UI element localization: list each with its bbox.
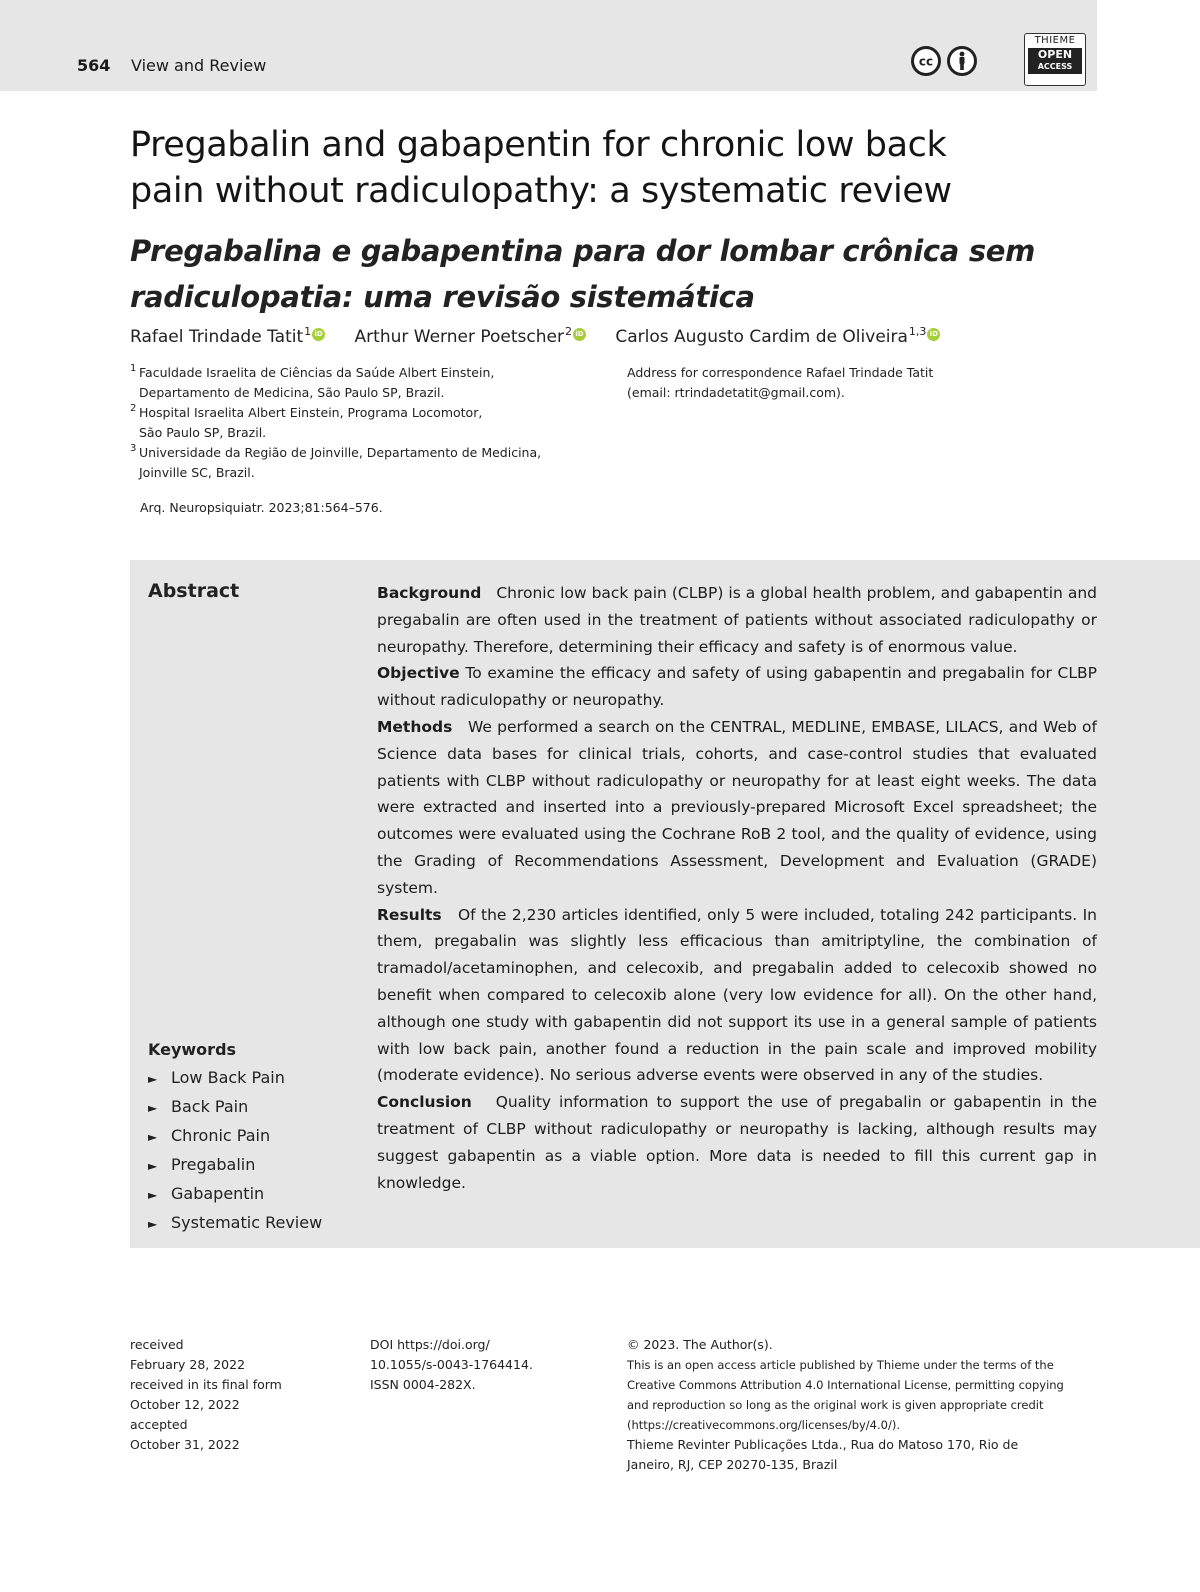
orcid-icon[interactable]: iD [927,328,940,341]
keyword-item[interactable] [148,1209,358,1238]
affiliation-number: 1 [130,363,137,374]
affiliation-line: Departamento de Medicina, São Paulo SP, Brazil. [139,385,445,400]
author-affiliation-ref: 1,3 [908,325,927,338]
correspondence [627,363,1007,403]
author-affiliation-ref: 1 [304,325,312,338]
svg-text:cc: cc [918,54,934,69]
date-value: February 28, 2022 [130,1357,246,1372]
affiliation [130,363,600,403]
title-english: Pregabalin and gabapentin for chronic low back pain without radiculopathy: a systematic review [130,125,952,211]
date-label: accepted [130,1417,188,1432]
license-text: Creative Commons Attribution 4.0 International License, permitting copying [627,1378,1064,1392]
author-name: Carlos Augusto Cardim de Oliveira [615,327,908,347]
keyword-item[interactable] [148,1093,358,1122]
section-label-conclusion: Conclusion [377,1093,472,1112]
abstract-results [377,902,1097,1090]
citation: Arq. Neuropsiquiatr. 2023;81:564–576. [140,500,383,515]
footer-dates [130,1335,350,1455]
keyword-arrow-icon: ► [148,1159,158,1173]
license-text: and reproduction so long as the original work is given appropriate credit [627,1398,1044,1412]
section-label-methods: Methods [377,717,453,736]
section-text: To examine the efficacy and safety of using gabapentin and pregabalin for CLBP without radiculopathy or neuropathy. [377,664,1097,710]
affiliation-line: Faculdade Israelita de Ciências da Saúde Albert Einstein, [139,365,495,380]
affiliation-line: São Paulo SP, Brazil. [139,425,267,440]
section-label-results: Results [377,905,442,924]
affiliation-line: Hospital Israelita Albert Einstein, Programa Locomotor, [139,405,483,420]
affiliation [130,403,600,443]
keyword-item[interactable] [148,1151,358,1180]
affiliation-number: 2 [130,403,137,414]
orcid-icon[interactable]: iD [312,328,325,341]
author [355,325,586,347]
publisher-address: Thieme Revinter Publicações Ltda., Rua do Matoso 170, Rio de [627,1437,1019,1452]
abstract-text [377,580,1097,1196]
affiliation [130,443,600,483]
date-label: received [130,1337,184,1352]
footer-license [627,1335,1067,1475]
keyword-item[interactable] [148,1064,358,1093]
keywords-heading: Keywords [148,1040,237,1059]
date-value: October 12, 2022 [130,1397,240,1412]
license-link[interactable]: (https://creativecommons.org/licenses/by/4.0/). [627,1418,900,1432]
author-list [130,325,1130,347]
section-text: Chronic low back pain (CLBP) is a global health problem, and gabapentin and pregabalin are often used in the treatment of patients without associated radiculopathy or neuropathy. Therefore, determining their efficacy and safety is of enormous value. [377,584,1098,656]
publisher-address: Janeiro, RJ, CEP 20270-135, Brazil [627,1457,838,1472]
logo-line1: THIEME [1034,35,1076,46]
keyword-arrow-icon: ► [148,1072,158,1086]
keyword-label: Pregabalin [171,1155,256,1174]
affiliations [130,363,600,483]
keyword-label: Systematic Review [171,1213,323,1232]
section-label-background: Background [377,584,482,602]
keyword-item[interactable] [148,1122,358,1151]
abstract-background [377,580,1097,660]
keywords [148,1040,358,1238]
keyword-arrow-icon: ► [148,1217,158,1231]
correspondence-line: Address for correspondence Rafael Trindade Tatit [627,365,934,380]
affiliation-line: Joinville SC, Brazil. [139,465,255,480]
footer-doi [370,1335,590,1395]
keyword-label: Chronic Pain [171,1126,271,1145]
date-value: October 31, 2022 [130,1437,240,1452]
abstract-conclusion [377,1089,1097,1196]
copyright: © 2023. The Author(s). [627,1337,773,1352]
doi-link[interactable]: DOI https://doi.org/ [370,1337,490,1352]
keyword-item[interactable] [148,1180,358,1209]
license-icons[interactable] [911,46,977,76]
by-icon [947,46,977,76]
author [130,325,325,347]
keyword-label: Low Back Pain [171,1068,285,1087]
section-text: We performed a search on the CENTRAL, MEDLINE, EMBASE, LILACS, and Web of Science data bases for clinical trials, cohorts, and case-control studies that evaluated patients with CLBP without radiculopathy or neuropathy for at least eight weeks. The data were extracted and inserted into a previously-prepared Microsoft Excel spreadsheet; the outcomes were evaluated using the Cochrane RoB 2 tool, and the quality of evidence, using the Grading of Recommendations Assessment, Development and Evaluation (GRADE) system. [377,717,1098,897]
author-name: Arthur Werner Poetscher [354,327,564,347]
section-text: Of the 2,230 articles identified, only 5 were included, totaling 242 participants. In them, pregabalin was slightly less efficacious than amitriptyline, the combination of tramadol/acetaminophen, and celecoxib, and pregabalin added to celecoxib showed no benefit when compared to celecoxib alone (very low evidence for all). On the other hand, although one study with gabapentin did not support its use in a general sample of patients with low back pain, another found a reduction in the pain scale and improved mobility (moderate evidence). No serious adverse events were observed in any of the studies. [377,905,1097,1085]
title-portuguese: Pregabalina e gabapentina para dor lombar crônica sem radiculopatia: uma revisão sistemática [130,234,1036,314]
keyword-arrow-icon: ► [148,1130,158,1144]
issn: ISSN 0004-282X. [370,1377,476,1392]
author [615,325,940,347]
abstract-heading: Abstract [148,580,240,602]
logo-line2: OPEN [1028,48,1082,62]
correspondence-email[interactable]: (email: rtrindadetatit@gmail.com). [627,385,845,400]
orcid-icon[interactable]: iD [573,328,586,341]
section-text: Quality information to support the use of pregabalin or gabapentin in the treatment of CLBP without radiculopathy or neuropathy is lacking, although results may suggest gabapentin as a viable option. More data is needed to fill this current gap in knowledge. [377,1093,1097,1192]
thieme-open-access-logo[interactable] [1024,33,1086,86]
doi-link[interactable]: 10.1055/s-0043-1764414. [370,1357,533,1372]
keyword-label: Gabapentin [171,1184,265,1203]
cc-icon [911,46,941,76]
section-label-objective: Objective [377,664,460,683]
keyword-label: Back Pain [171,1097,249,1116]
author-affiliation-ref: 2 [564,325,572,338]
abstract-methods [377,714,1097,902]
license-text: This is an open access article published by Thieme under the terms of the [627,1358,1054,1372]
abstract-objective [377,660,1097,714]
logo-line3: ACCESS [1028,62,1082,74]
date-label: received in its final form [130,1377,282,1392]
keyword-arrow-icon: ► [148,1188,158,1202]
affiliation-line: Universidade da Região de Joinville, Departamento de Medicina, [139,445,542,460]
section-label: View and Review [131,56,267,75]
keyword-arrow-icon: ► [148,1101,158,1115]
author-name: Rafael Trindade Tatit [130,327,304,347]
affiliation-number: 3 [130,443,137,454]
page-number: 564 [77,56,111,75]
